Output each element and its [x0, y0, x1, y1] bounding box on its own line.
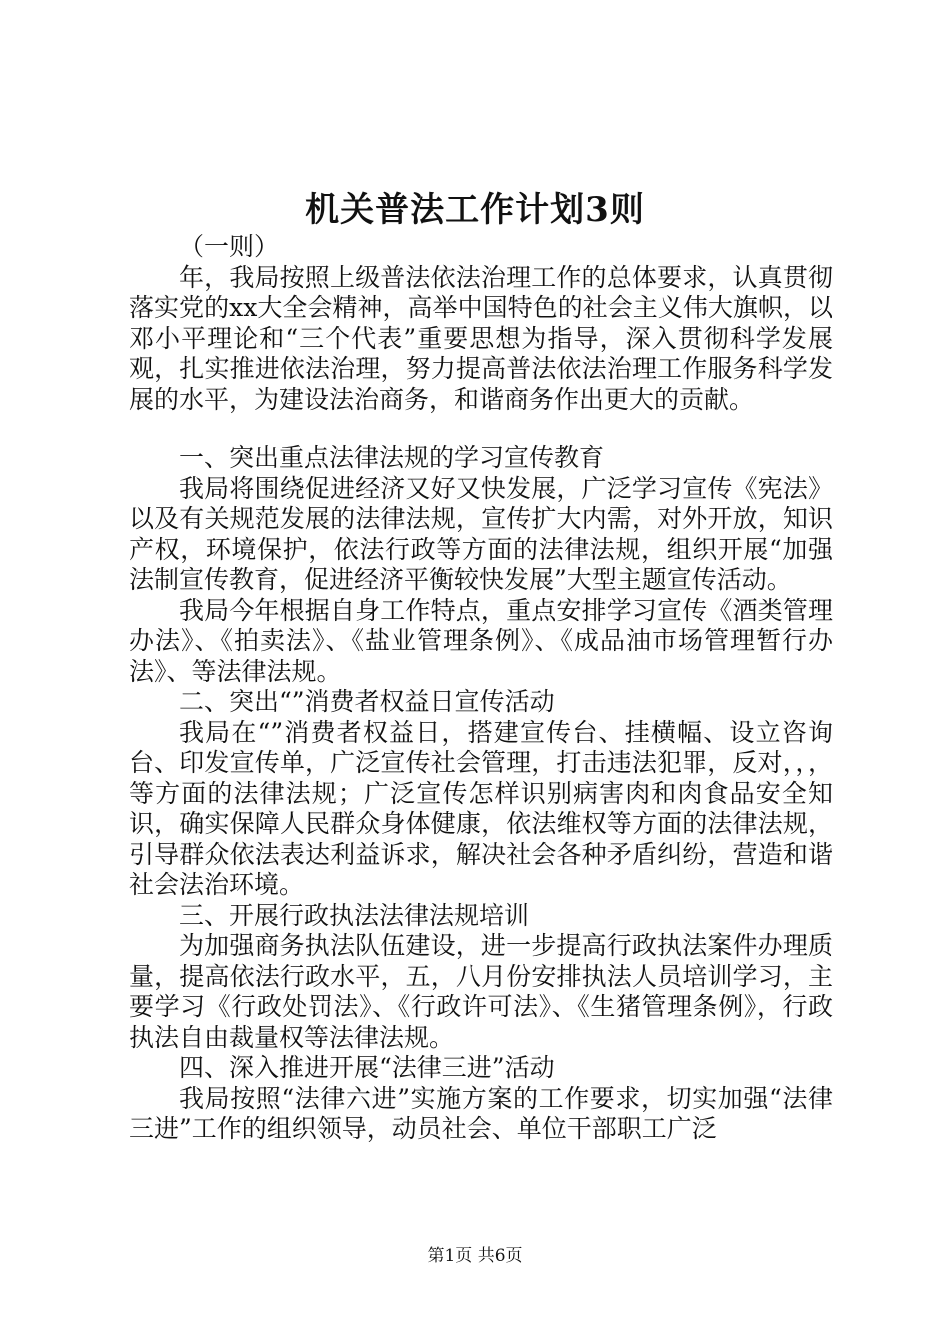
section-heading-2: 二、突出“”消费者权益日宣传活动 [179, 687, 555, 716]
section-heading-4: 四、深入推进开展“法律三进”活动 [179, 1053, 555, 1082]
section-label: （一则） [179, 232, 280, 261]
paragraph: 我局按照“法律六进”实施方案的工作要求，切实加强“法律三进”工作的组织领导，动员社会、单位干部职工广泛 [129, 1083, 833, 1143]
section-heading-1: 一、突出重点法律法规的学习宣传教育 [179, 443, 605, 472]
paragraph: 我局将围绕促进经济又好又快发展，广泛学习宣传《宪法》以及有关规范发展的法律法规，宣传扩大内需，对外开放，知识产权，环境保护，依法行政等方面的法律法规，组织开展“加强法制宣传教育，促进经济平衡较快发展”大型主题宣传活动。 [129, 473, 833, 594]
page-footer: 第1页 共6页 [427, 1246, 523, 1266]
document-title: 机关普法工作计划3则 [305, 190, 645, 230]
paragraph: 我局在“”消费者权益日，搭建宣传台、挂横幅、设立咨询台、印发宣传单，广泛宣传社会管理，打击违法犯罪，反对，，，等方面的法律法规；广泛宣传怎样识别病害肉和肉食品安全知识，确实保障人民群众身体健康，依法维权等方面的法律法规，引导群众依法表达利益诉求，解决社会各种矛盾纠纷，营造和谐社会法治环境。 [129, 717, 833, 899]
section-heading-3: 三、开展行政执法法律法规培训 [179, 900, 530, 930]
paragraph: 为加强商务执法队伍建设，进一步提高行政执法案件办理质量，提高依法行政水平，五，八月份安排执法人员培训学习，主要学习《行政处罚法》、《行政许可法》、《生猪管理条例》，行政执法自由裁量权等法律法规。 [129, 931, 833, 1052]
document-body [129, 232, 833, 1145]
paragraph: 我局今年根据自身工作特点，重点安排学习宣传《酒类管理办法》、《拍卖法》、《盐业管理条例》、《成品油市场管理暂行办法》、等法律法规。 [129, 595, 833, 686]
intro-paragraph: 年，我局按照上级普法依法治理工作的总体要求，认真贯彻落实党的xx大全会精神，高举中国特色的社会主义伟大旗帜，以邓小平理论和“三个代表”重要思想为指导，深入贯彻科学发展观，扎实推进依法治理，努力提高普法依法治理工作服务科学发展的水平，为建设法治商务，和谐商务作出更大的贡献。 [129, 262, 833, 414]
